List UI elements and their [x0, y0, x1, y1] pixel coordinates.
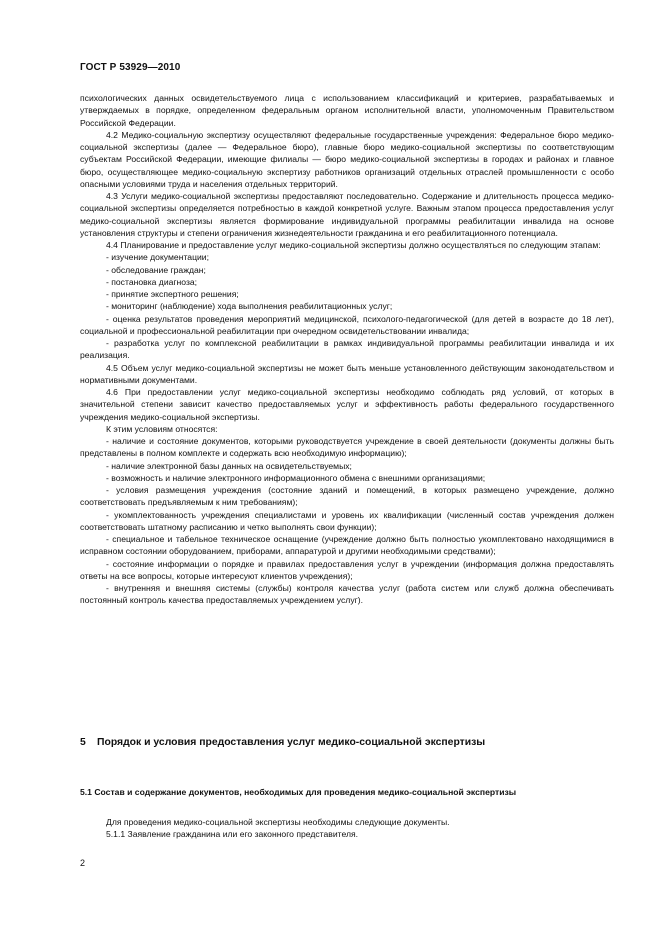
list-item: - принятие экспертного решения;: [106, 289, 239, 299]
paragraph-4-3: 4.3 Услуги медико-социальной экспертизы предоставляют последовательно. Содержание и длительность процесса медико-социальной экспертизы определяется потребностью в каждой конкретной услуге. Важным этапом процесса предоставления услуг медико-социальной экспертизы является формирование индивидуальной программы реабилитации инвалида на основе установления структуры и степени ограничения жизнедеятельности гражданина и его реабилитационного потенциала.: [80, 191, 614, 238]
list-item: - наличие электронной базы данных на освидетельствуемых;: [106, 460, 352, 471]
list-item: - оценка результатов проведения мероприятий медицинской, психолого-педагогической (для детей в возрасте до 18 лет), социальной и профессиональной реабилитации при очередном освидетельствовании инвалида;: [80, 313, 614, 336]
list-item: - изучение документации;: [106, 252, 209, 263]
list-item: - возможность и наличие электронного информационного обмена с внешними организациями;: [106, 472, 486, 483]
paragraph-continuation: психологических данных освидетельствуемого лица с использованием классификаций и критериев, разрабатываемых и утверждаемых в порядке, определенном федеральным органом исполнительной власти, уполномоченным Правительством Российской Федерации.: [80, 93, 614, 128]
page-number: 2: [80, 858, 86, 868]
list-item: - условия размещения учреждения (состояние зданий и помещений, в которых размещено учреждение, должно соответствовать предъявляемым к ним требованиям);: [80, 485, 614, 508]
subsection-body: [80, 816, 614, 841]
section-heading: [80, 736, 614, 750]
list-item: - укомплектованность учреждения специалистами и уровень их квалификации (численный состав учреждения должен соответствовать штатному расписанию и четко выполнять свои функции);: [80, 509, 614, 532]
list-item: - мониторинг (наблюдение) хода выполнения реабилитационных услуг;: [106, 301, 393, 312]
subsection-heading: [80, 786, 614, 798]
paragraph-4-4: 4.4 Планирование и предоставление услуг медико-социальной экспертизы должно осуществляться по следующим этапам:: [106, 240, 601, 250]
list-item: - внутренняя и внешняя системы (службы) контроля качества услуг (работа систем или служб должна обеспечивать постоянный контроль качества предоставляемых учреждением услуг).: [80, 583, 614, 606]
paragraph-4-6: 4.6 При предоставлении услуг медико-социальной экспертизы необходимо соблюдать ряд условий, от которых в значительной степени зависит качество предоставляемых услуг и эффективность работы федерального государственного учреждения медико-социальной экспертизы.: [80, 387, 614, 422]
section-title: Порядок и условия предоставления услуг медико-социальной экспертизы: [97, 737, 486, 748]
section-number: 5: [80, 737, 86, 748]
list-item: - обследование граждан;: [106, 264, 206, 275]
list-item: - специальное и табельное техническое оснащение (учреждение должно быть полностью укомплектовано находящимися в исправном состоянии оборудованием, приборами, аппаратурой и другими необходимыми средствами);: [80, 534, 614, 557]
body-text: [80, 92, 614, 607]
paragraph-4-2: 4.2 Медико-социальную экспертизу осуществляют федеральные государственные учреждения: Федеральное бюро медико-социальной экспертизы (далее — Федеральное бюро), главные бюро медико-социальной экспертизы по соответствующим субъектам Российской Федерации, имеющие филиалы — бюро медико-социальной экспертизы в городах и районах и главное бюро, осуществляющее медико-социальную экспертизу работников организаций отдельных отраслей промышленности с особо опасными условиями труда и населения отдельных территорий.: [80, 129, 614, 189]
subsection-title: Состав и содержание документов, необходимых для проведения медико-социальной экспертизы: [94, 787, 517, 797]
list-item: - разработка услуг по комплексной реабилитации в рамках индивидуальной программы реабилитации инвалида и их реализация.: [80, 338, 614, 361]
document-header: ГОСТ Р 53929—2010: [80, 62, 181, 73]
list-item: - состояние информации о порядке и правилах предоставления услуг в учреждении (информация должна предоставлять ответы на все вопросы, которые интересуют клиентов учреждения);: [80, 558, 614, 581]
paragraph-4-5: 4.5 Объем услуг медико-социальной экспертизы не может быть меньше установленного действующим законодательством и нормативными документами.: [80, 362, 614, 385]
paragraph-5-1-1: 5.1.1 Заявление гражданина или его законного представителя.: [106, 829, 359, 840]
documents-intro: Для проведения медико-социальной экспертизы необходимы следующие документы.: [106, 817, 450, 827]
subsection-number: 5.1: [80, 787, 92, 797]
list-item: - постановка диагноза;: [106, 276, 198, 287]
list-item: - наличие и состояние документов, которыми руководствуется учреждение в своей деятельности (документы должны быть представлены в полном комплекте и содержать всю необходимую информацию);: [80, 436, 614, 459]
conditions-intro: К этим условиям относятся:: [106, 423, 218, 434]
